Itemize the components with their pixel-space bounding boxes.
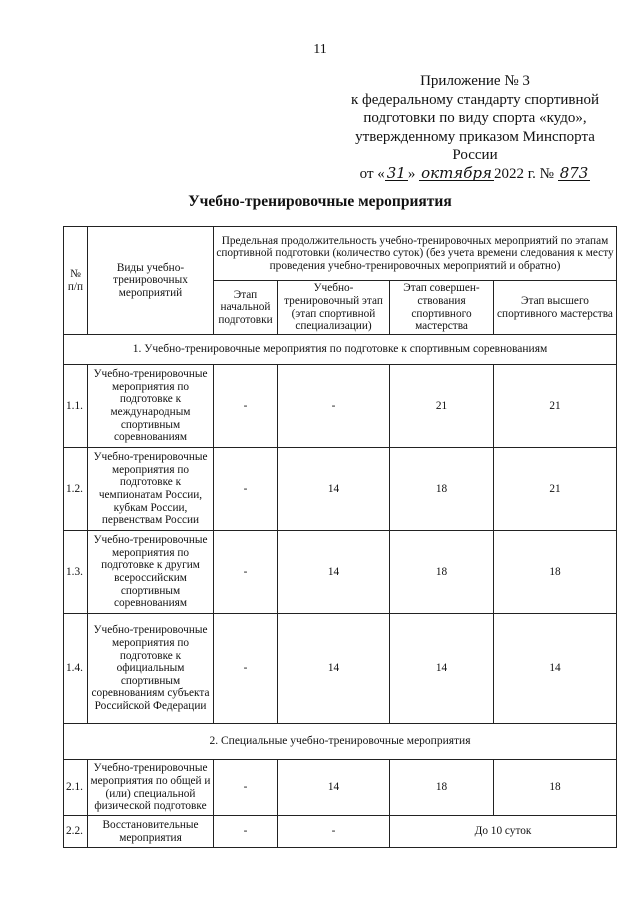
row-name: Учебно-тренировочные мероприятия по подготовке к международным спортивным соревнованиям — [88, 365, 214, 448]
row-number: 2.2. — [64, 816, 88, 848]
appendix-line: Приложение № 3 — [420, 73, 530, 89]
header-group: Предельная продолжительность учебно-тренировочных мероприятий по этапам спортивной подготовки (количество суток) (без учета времени следования к месту проведения учебно-тренировочных мероприятий и обратно) — [214, 227, 617, 281]
row-value: 18 — [390, 531, 494, 614]
row-value-merged: До 10 суток — [390, 816, 617, 848]
order-prefix: от « — [359, 165, 385, 182]
row-value: 18 — [494, 760, 617, 816]
header-stage-higher: Этап высшего спортивного мастерства — [494, 281, 617, 335]
row-value: - — [214, 365, 278, 448]
row-name: Восстановительные мероприятия — [88, 816, 214, 848]
row-value: - — [214, 760, 278, 816]
row-value: 14 — [278, 614, 390, 724]
row-value: 14 — [494, 614, 617, 724]
row-name: Учебно-тренировочные мероприятия по подготовке к официальным спортивным соревнованиям субъекта Российской Федерации — [88, 614, 214, 724]
row-value: - — [214, 448, 278, 531]
appendix-header — [330, 72, 620, 183]
row-name: Учебно-тренировочные мероприятия по подготовке к другим всероссийским спортивным соревнованиям — [88, 531, 214, 614]
order-year: 2022 г. № — [493, 165, 554, 182]
row-value: 21 — [390, 365, 494, 448]
table-row — [64, 614, 617, 724]
row-value: - — [214, 531, 278, 614]
header-stage-initial: Этап начальной подготовки — [214, 281, 278, 335]
section-heading: 2. Специальные учебно-тренировочные мероприятия — [64, 724, 617, 760]
row-number: 2.1. — [64, 760, 88, 816]
appendix-line: к федеральному стандарту спортивной — [350, 91, 600, 108]
appendix-line: России — [452, 147, 498, 163]
row-number: 1.2. — [64, 448, 88, 531]
order-line — [330, 165, 620, 184]
order-mid: » — [407, 165, 416, 182]
appendix-line: подготовки по виду спорта «кудо», — [363, 110, 587, 126]
order-number: 873 — [559, 163, 589, 182]
header-type: Виды учебно-тренировочных мероприятий — [88, 227, 214, 335]
row-value: 21 — [494, 448, 617, 531]
row-value: 14 — [278, 760, 390, 816]
table-row — [64, 531, 617, 614]
row-value: 14 — [390, 614, 494, 724]
row-value: - — [278, 816, 390, 848]
order-day: 31 — [386, 163, 406, 182]
table-row — [64, 448, 617, 531]
appendix-line: утвержденному приказом Минспорта — [355, 128, 595, 145]
row-value: - — [214, 816, 278, 848]
row-value: - — [278, 365, 390, 448]
order-month: октября — [421, 163, 492, 182]
row-value: 18 — [494, 531, 617, 614]
table-row — [64, 816, 617, 848]
row-value: 18 — [390, 760, 494, 816]
header-stage-training: Учебно-тренировочный этап (этап спортивной специализации) — [278, 281, 390, 335]
events-table — [63, 226, 617, 848]
header-num: № п/п — [64, 227, 88, 335]
row-value: 18 — [390, 448, 494, 531]
page-number: 11 — [313, 42, 327, 57]
row-value: 21 — [494, 365, 617, 448]
header-stage-improvement: Этап совершен-ствования спортивного мастерства — [390, 281, 494, 335]
row-value: - — [214, 614, 278, 724]
section-heading: 1. Учебно-тренировочные мероприятия по подготовке к спортивным соревнованиям — [64, 335, 617, 365]
table-row — [64, 760, 617, 816]
row-name: Учебно-тренировочные мероприятия по подготовке к чемпионатам России, кубкам России, первенствам России — [88, 448, 214, 531]
row-value: 14 — [278, 448, 390, 531]
row-value: 14 — [278, 531, 390, 614]
row-number: 1.4. — [64, 614, 88, 724]
table-row — [64, 365, 617, 448]
row-name: Учебно-тренировочные мероприятия по общей и (или) специальной физической подготовке — [88, 760, 214, 816]
document-title: Учебно-тренировочные мероприятия — [188, 193, 452, 210]
row-number: 1.1. — [64, 365, 88, 448]
row-number: 1.3. — [64, 531, 88, 614]
